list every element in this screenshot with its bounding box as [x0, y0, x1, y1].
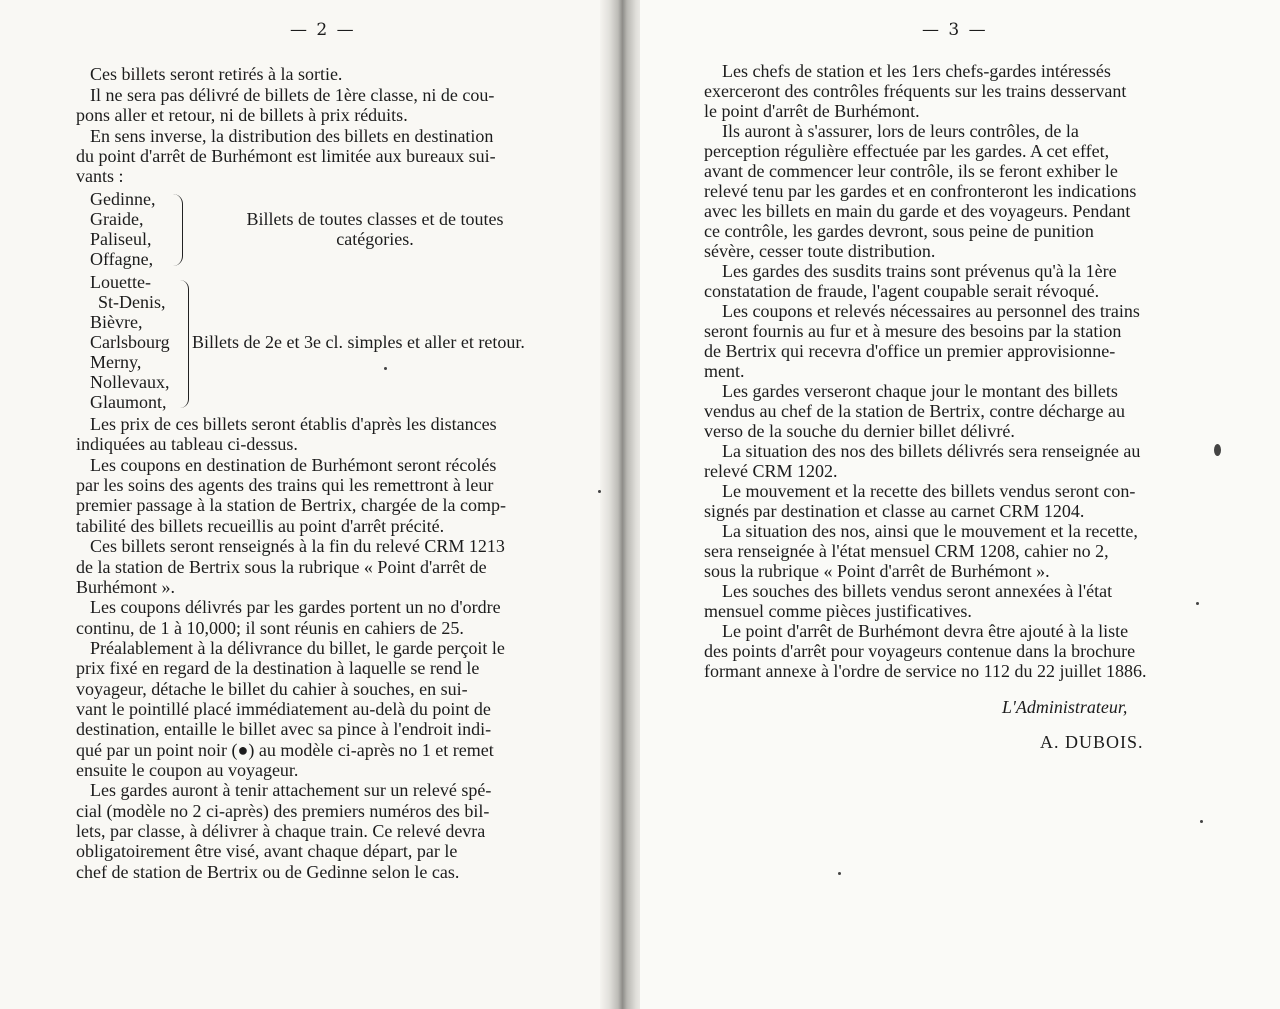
text-line: qué par un point noir (●) au modèle ci-après no 1 et remet: [76, 739, 494, 760]
text-line: des points d'arrêt pour voyageurs contenue dans la brochure: [704, 641, 1136, 661]
ink-mark: [1214, 444, 1221, 456]
text-line: premier passage à la station de Bertrix, chargée de la comp-: [76, 495, 506, 516]
station-name: Carlsbourg: [90, 332, 170, 352]
text-line: relevé CRM 1202.: [704, 461, 838, 481]
text-line: Les coupons délivrés par les gardes portent un no d'ordre: [90, 597, 501, 618]
text-line: formant annexe à l'ordre de service no 112 du 22 juillet 1886.: [704, 661, 1147, 681]
text-line: Burhémont ».: [76, 576, 175, 597]
text-line: prix fixé en regard de la destination à laquelle se rend le: [76, 658, 480, 679]
text-line: La situation des nos, ainsi que le mouvement et la recette,: [722, 521, 1138, 541]
text-line: avec les billets en main du garde et des voyageurs. Pendant: [704, 201, 1131, 221]
text-line: de Bertrix qui recevra d'office un premier approvisionne-: [704, 341, 1116, 361]
text-line: Les coupons en destination de Burhémont seront récolés: [90, 454, 497, 475]
text-line: Les souches des billets vendus seront annexées à l'état: [722, 581, 1113, 601]
text-line: lets, par classe, à délivrer à chaque train. Ce relevé devra: [76, 821, 486, 841]
text-line: verso de la souche du dernier billet délivré.: [704, 421, 1015, 441]
station-name: Glaumont,: [90, 392, 167, 412]
station-name: St-Denis,: [98, 292, 166, 312]
page-number-right: — 3 —: [922, 20, 988, 40]
text-line: Les gardes des susdits trains sont prévenus qu'à la 1ère: [722, 261, 1117, 281]
brace-group-2: [180, 280, 189, 408]
group-1-note-line: Billets de toutes classes et de toutes: [246, 209, 504, 229]
signature-title: L'Administrateur,: [1002, 697, 1128, 717]
station-name: Paliseul,: [90, 229, 152, 249]
text-line: Les gardes auront à tenir attachement sur un relevé spé-: [90, 780, 492, 801]
text-line: Ces billets seront retirés à la sortie.: [90, 64, 343, 84]
text-line: perception régulière effectuée par les gardes. A cet effet,: [704, 141, 1110, 161]
text-line: Il ne sera pas délivré de billets de 1ère classe, ni de cou-: [90, 85, 495, 105]
station-name: Offagne,: [90, 249, 154, 269]
text-line: obligatoirement être visé, avant chaque départ, par le: [76, 841, 458, 862]
text-line: du point d'arrêt de Burhémont est limitée aux bureaux sui-: [76, 146, 496, 166]
text-line: sous la rubrique « Point d'arrêt de Burhémont ».: [704, 561, 1050, 581]
text-line: continu, de 1 à 10,000; il sont réunis en cahiers de 25.: [76, 617, 464, 638]
station-name: Merny,: [90, 352, 142, 372]
text-line: le point d'arrêt de Burhémont.: [704, 101, 920, 121]
text-line: Ces billets seront renseignés à la fin du relevé CRM 1213: [90, 536, 505, 557]
text-line: voyageur, détache le billet du cahier à souches, en sui-: [76, 678, 468, 699]
text-line: destination, entaille le billet avec sa pince à l'endroit indi-: [76, 719, 492, 740]
text-line: indiquées au tableau ci-dessus.: [76, 434, 298, 455]
text-line: Les coupons et relevés nécessaires au personnel des trains: [722, 301, 1140, 321]
text-line: ensuite le coupon au voyageur.: [76, 760, 299, 780]
group-2-note: Billets de 2e et 3e cl. simples et aller et retour.: [192, 332, 525, 352]
text-line: vants :: [76, 166, 124, 186]
text-line: Préalablement à la délivrance du billet, le garde perçoit le: [90, 637, 505, 658]
text-line: Les prix de ces billets seront établis d'après les distances: [90, 414, 497, 434]
ink-speck: [838, 872, 841, 875]
group-1-note-line: catégories.: [336, 229, 414, 249]
station-name: Graide,: [90, 209, 144, 229]
text-line: vendus au chef de la station de Bertrix, contre décharge au: [704, 401, 1125, 421]
text-line: sera renseignée à l'état mensuel CRM 1208, cahier no 2,: [704, 541, 1109, 561]
ink-speck: [1196, 602, 1199, 605]
signature-name: A. DUBOIS.: [1040, 732, 1144, 752]
text-line: En sens inverse, la distribution des billets en destination: [90, 126, 494, 146]
text-line: ment.: [704, 361, 745, 381]
station-name: Bièvre,: [90, 312, 143, 332]
text-line: mensuel comme pièces justificatives.: [704, 601, 972, 621]
text-line: pons aller et retour, ni de billets à prix réduits.: [76, 105, 408, 125]
text-line: Les gardes verseront chaque jour le montant des billets: [722, 381, 1118, 401]
text-line: Les chefs de station et les 1ers chefs-gardes intéressés: [722, 61, 1111, 81]
ink-speck: [384, 367, 387, 370]
text-line: chef de station de Bertrix ou de Gedinne selon le cas.: [76, 861, 460, 882]
text-line: cial (modèle no 2 ci-après) des premiers numéros des bil-: [76, 800, 490, 821]
text-line: par les soins des agents des trains qui les remettront à leur: [76, 475, 494, 496]
text-line: avant de commencer leur contrôle, ils se feront exhiber le: [704, 161, 1118, 181]
station-name: Louette-: [90, 272, 151, 292]
text-line: sévère, cesser toute distribution.: [704, 241, 936, 261]
ink-speck: [1200, 820, 1203, 823]
page-number-left: — 2 —: [290, 20, 356, 40]
text-line: seront fournis au fur et à mesure des besoins par la station: [704, 321, 1122, 341]
text-line: vant le pointillé placé immédiatement au-delà du point de: [76, 698, 491, 719]
text-line: Le mouvement et la recette des billets vendus seront con-: [722, 481, 1136, 501]
text-line: ce contrôle, les gardes devront, sous peine de punition: [704, 221, 1094, 241]
group-1-note: [200, 209, 550, 249]
brace-group-1: [172, 194, 183, 266]
text-line: constatation de fraude, l'agent coupable serait révoqué.: [704, 281, 1100, 301]
text-line: Le point d'arrêt de Burhémont devra être ajouté à la liste: [722, 621, 1129, 641]
text-line: relevé tenu par les gardes et en confronteront les indications: [704, 181, 1137, 201]
text-line: de la station de Bertrix sous la rubrique « Point d'arrêt de: [76, 556, 487, 577]
text-line: Ils auront à s'assurer, lors de leurs contrôles, de la: [722, 121, 1079, 141]
text-line: tabilité des billets recueillis au point d'arrêt précité.: [76, 515, 445, 536]
book-gutter: [600, 0, 645, 1009]
station-name: Gedinne,: [90, 189, 156, 209]
text-line: exerceront des contrôles fréquents sur les trains desservant: [704, 81, 1127, 101]
text-line: La situation des nos des billets délivrés sera renseignée au: [722, 441, 1141, 461]
station-name: Nollevaux,: [90, 372, 170, 392]
text-line: signés par destination et classe au carnet CRM 1204.: [704, 501, 1085, 521]
ink-speck: [598, 490, 601, 493]
